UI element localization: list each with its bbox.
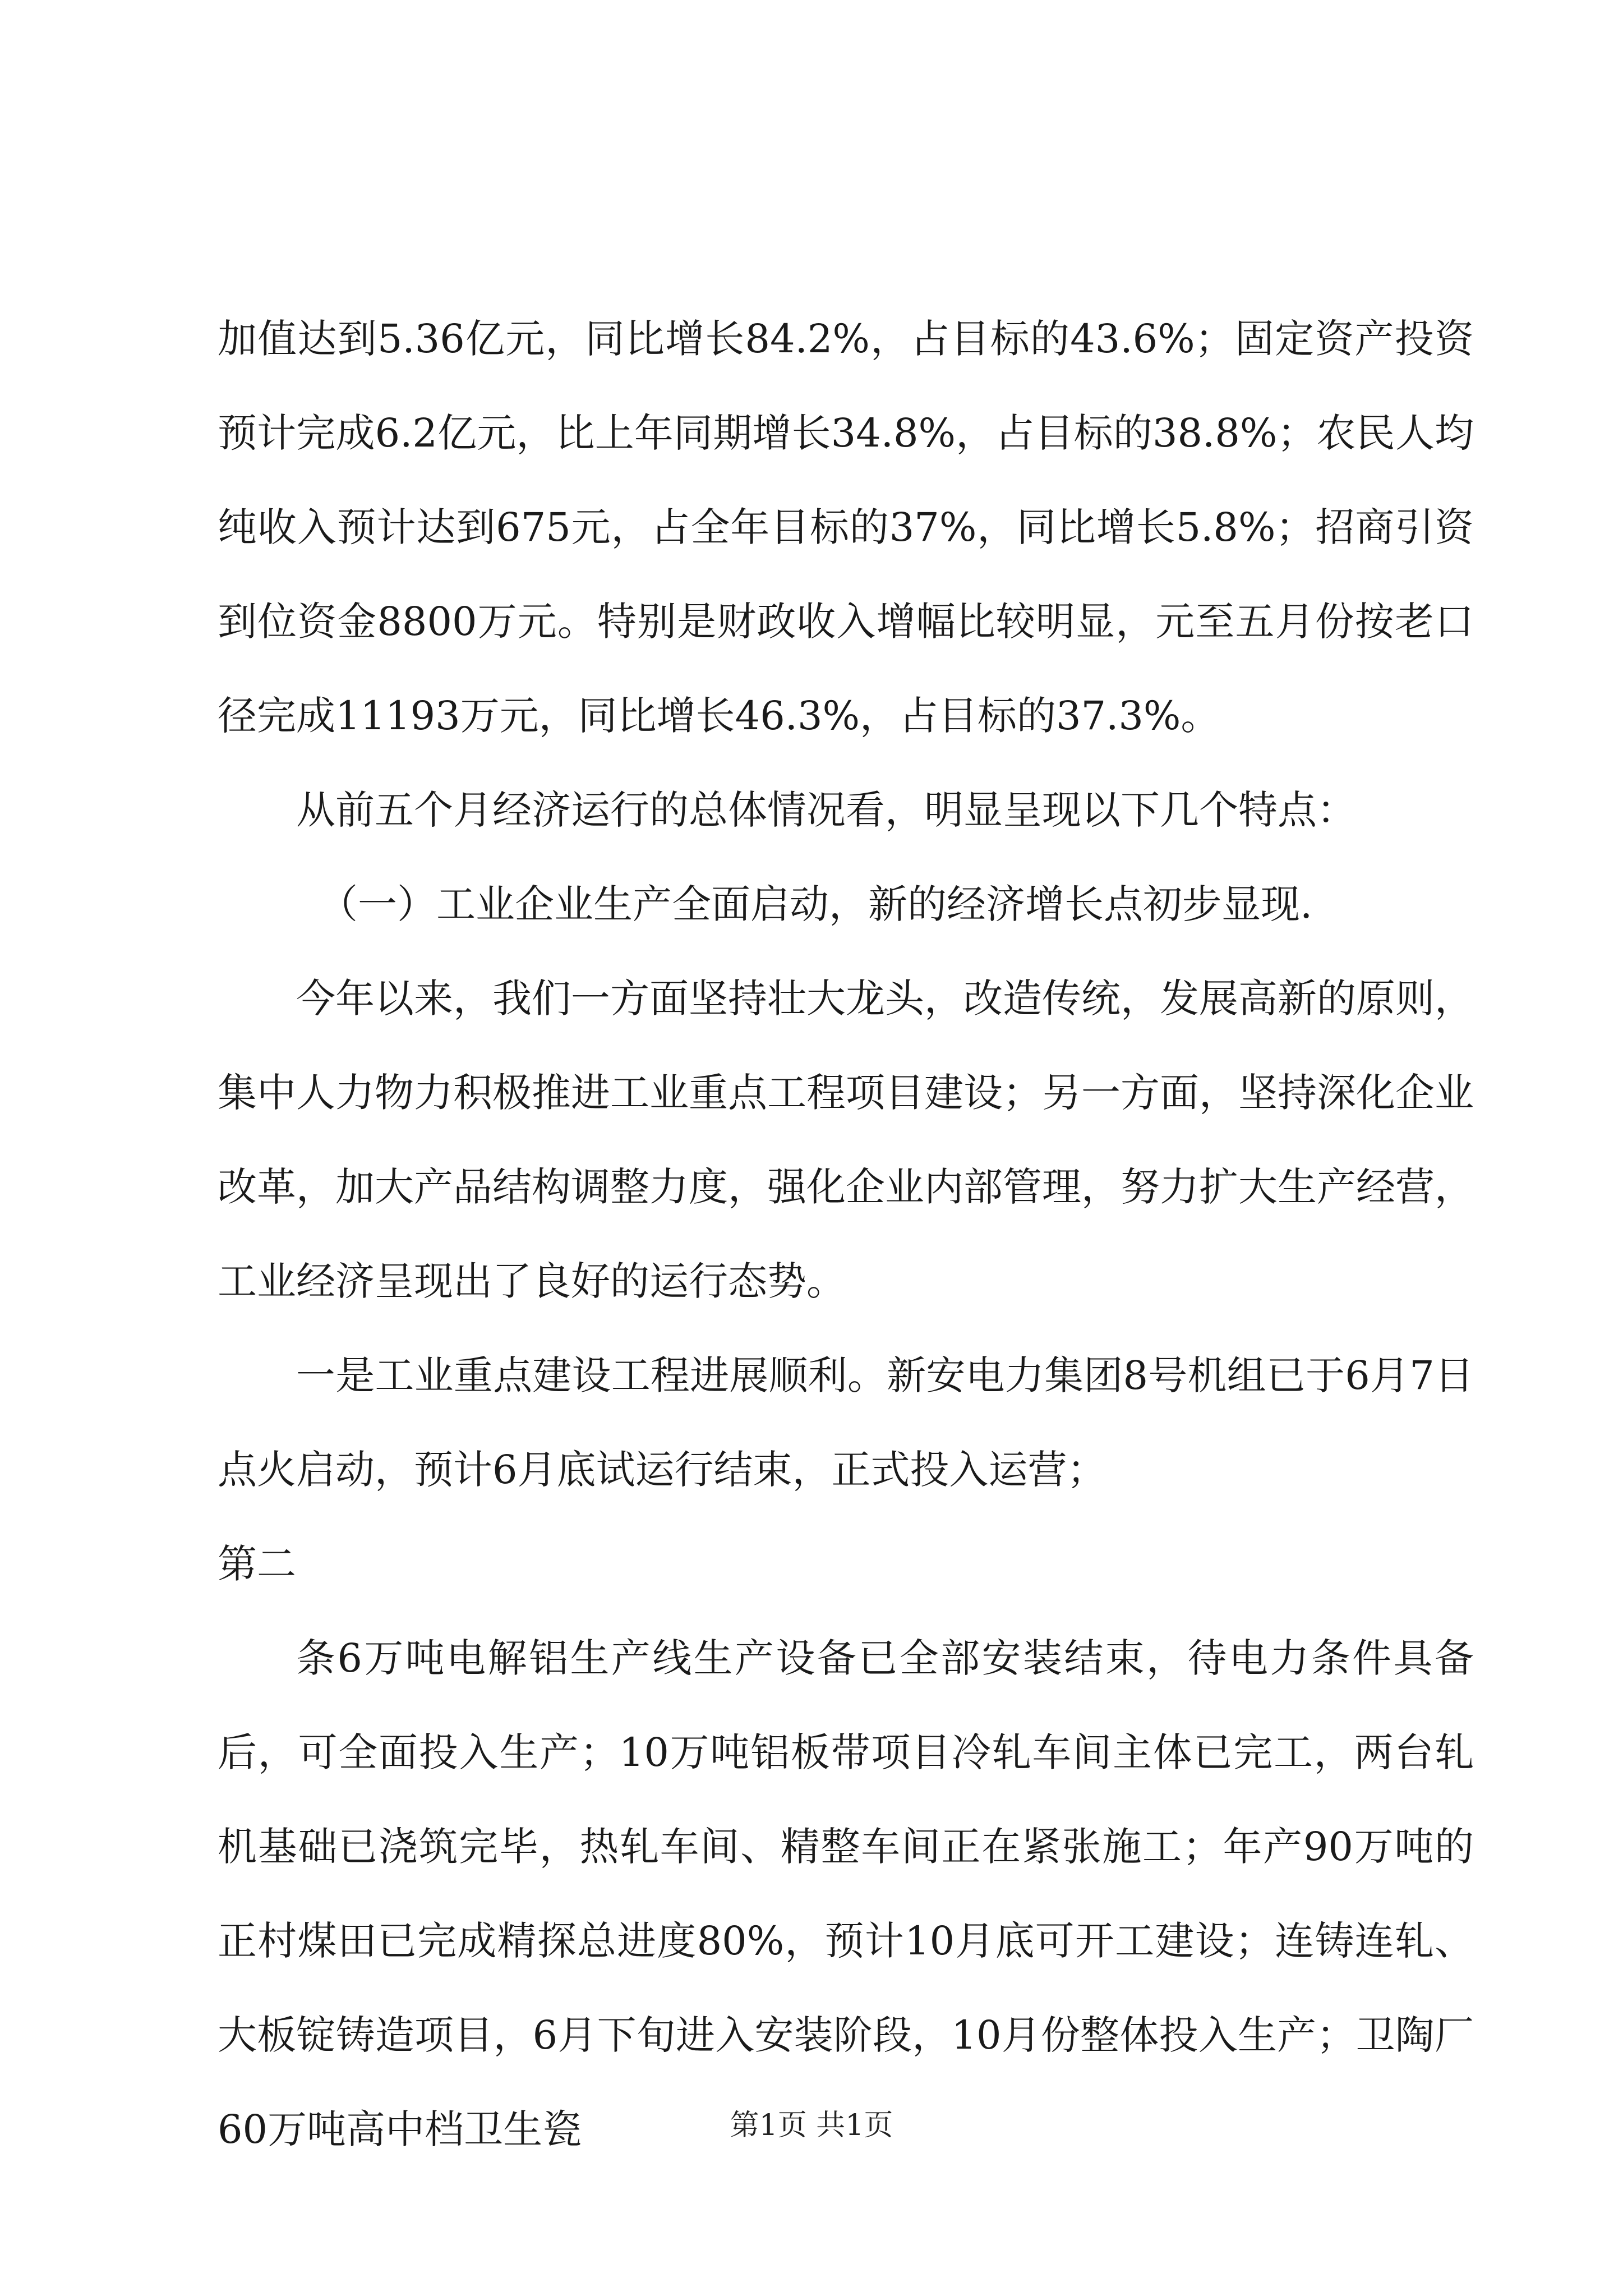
- page-footer: 第1页 共1页: [730, 2109, 893, 2142]
- paragraph-7: 条6万吨电解铝生产线生产设备已全部安装结束，待电力条件具备后，可全面投入生产；10万吨铝板带项目冷轧车间主体已完工，两台轧机基础已浇筑完毕，热轧车间、精整车间正在紧张施工；年产90万吨的正村煤田已完成精探总进度80%，预计10月底可开工建设；连铸连轧、大板锭铸造项目，6月下旬进入安装阶段，10月份整体投入生产；卫陶厂60万吨高中档卫生瓷: [218, 1635, 1474, 2152]
- paragraph-1: 加值达到5.36亿元，同比增长84.2%，占目标的43.6%；固定资产投资预计完成6.2亿元，比上年同期增长34.8%，占目标的38.8%；农民人均纯收入预计达到675元，占全年目标的37%，同比增长5.8%；招商引资到位资金8800万元。特别是财政收入增幅比较明显，元至五月份按老口径完成11193万元，同比增长46.3%，占目标的37.3%。: [218, 316, 1474, 739]
- paragraph-2: 从前五个月经济运行的总体情况看，明显呈现以下几个特点：: [296, 787, 1356, 833]
- paragraph-6: 第二: [218, 1541, 296, 1587]
- paragraph-5: 一是工业重点建设工程进展顺利。新安电力集团8号机组已于6月7日点火启动，预计6月底试运行结束，正式投入运营；: [218, 1352, 1474, 1493]
- paragraph-4: 今年以来，我们一方面坚持壮大龙头，改造传统，发展高新的原则，集中人力物力积极推进工业重点工程项目建设；另一方面，坚持深化企业改革，加大产品结构调整力度，强化企业内部管理，努力扩大生产经营，工业经济呈现出了良好的运行态势。: [218, 976, 1474, 1304]
- section-heading: （一）工业企业生产全面启动，新的经济增长点初步显现.: [319, 881, 1313, 927]
- document-body: [218, 292, 1474, 2177]
